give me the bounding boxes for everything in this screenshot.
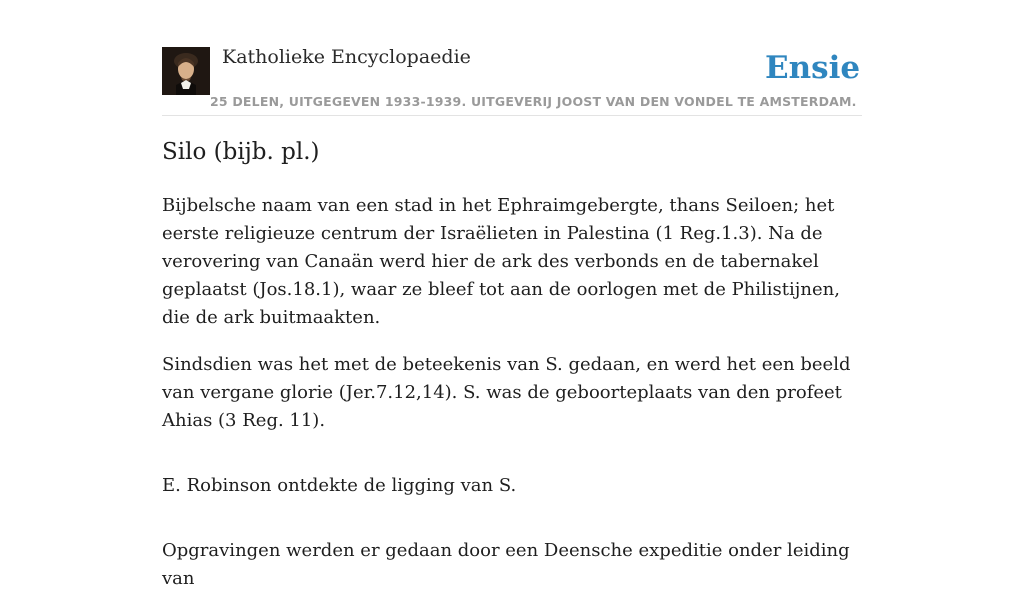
article-paragraph: Bijbelsche naam van een stad in het Ephraimgebergte, thans Seiloen; het eerste religieuze centrum der Israëlieten in Palestina (1 Reg.1.3). Na de verovering van Canaän werd hier de ark des verbonds en de tabernakel geplaatst (Jos.18.1), waar ze bleef tot aan de oorlogen met de Philistijnen, die de ark buitmaakten. — [162, 195, 840, 328]
avatar[interactable] — [162, 47, 210, 95]
article-paragraph: Opgravingen werden er gedaan door een Deensche expeditie onder leiding van — [162, 540, 850, 589]
article-title: Silo (bijb. pl.) — [162, 139, 320, 165]
article-paragraph: Sindsdien was het met de beteekenis van S. gedaan, en werd het een beeld van vergane glorie (Jer.7.12,14). S. was de geboorteplaats van den profeet Ahias (3 Reg. 11). — [162, 354, 851, 431]
portrait-avatar-icon — [162, 47, 210, 95]
brand-logo[interactable]: Ensie — [765, 50, 861, 86]
article-body — [162, 192, 862, 612]
article-paragraph: E. Robinson ontdekte de ligging van S. — [162, 475, 517, 496]
publication-subtitle: 25 DELEN, UITGEGEVEN 1933-1939. UITGEVERIJ JOOST VAN DEN VONDEL TE AMSTERDAM. — [210, 94, 857, 109]
header-divider — [162, 115, 862, 116]
publication-name[interactable]: Katholieke Encyclopaedie — [222, 46, 471, 68]
